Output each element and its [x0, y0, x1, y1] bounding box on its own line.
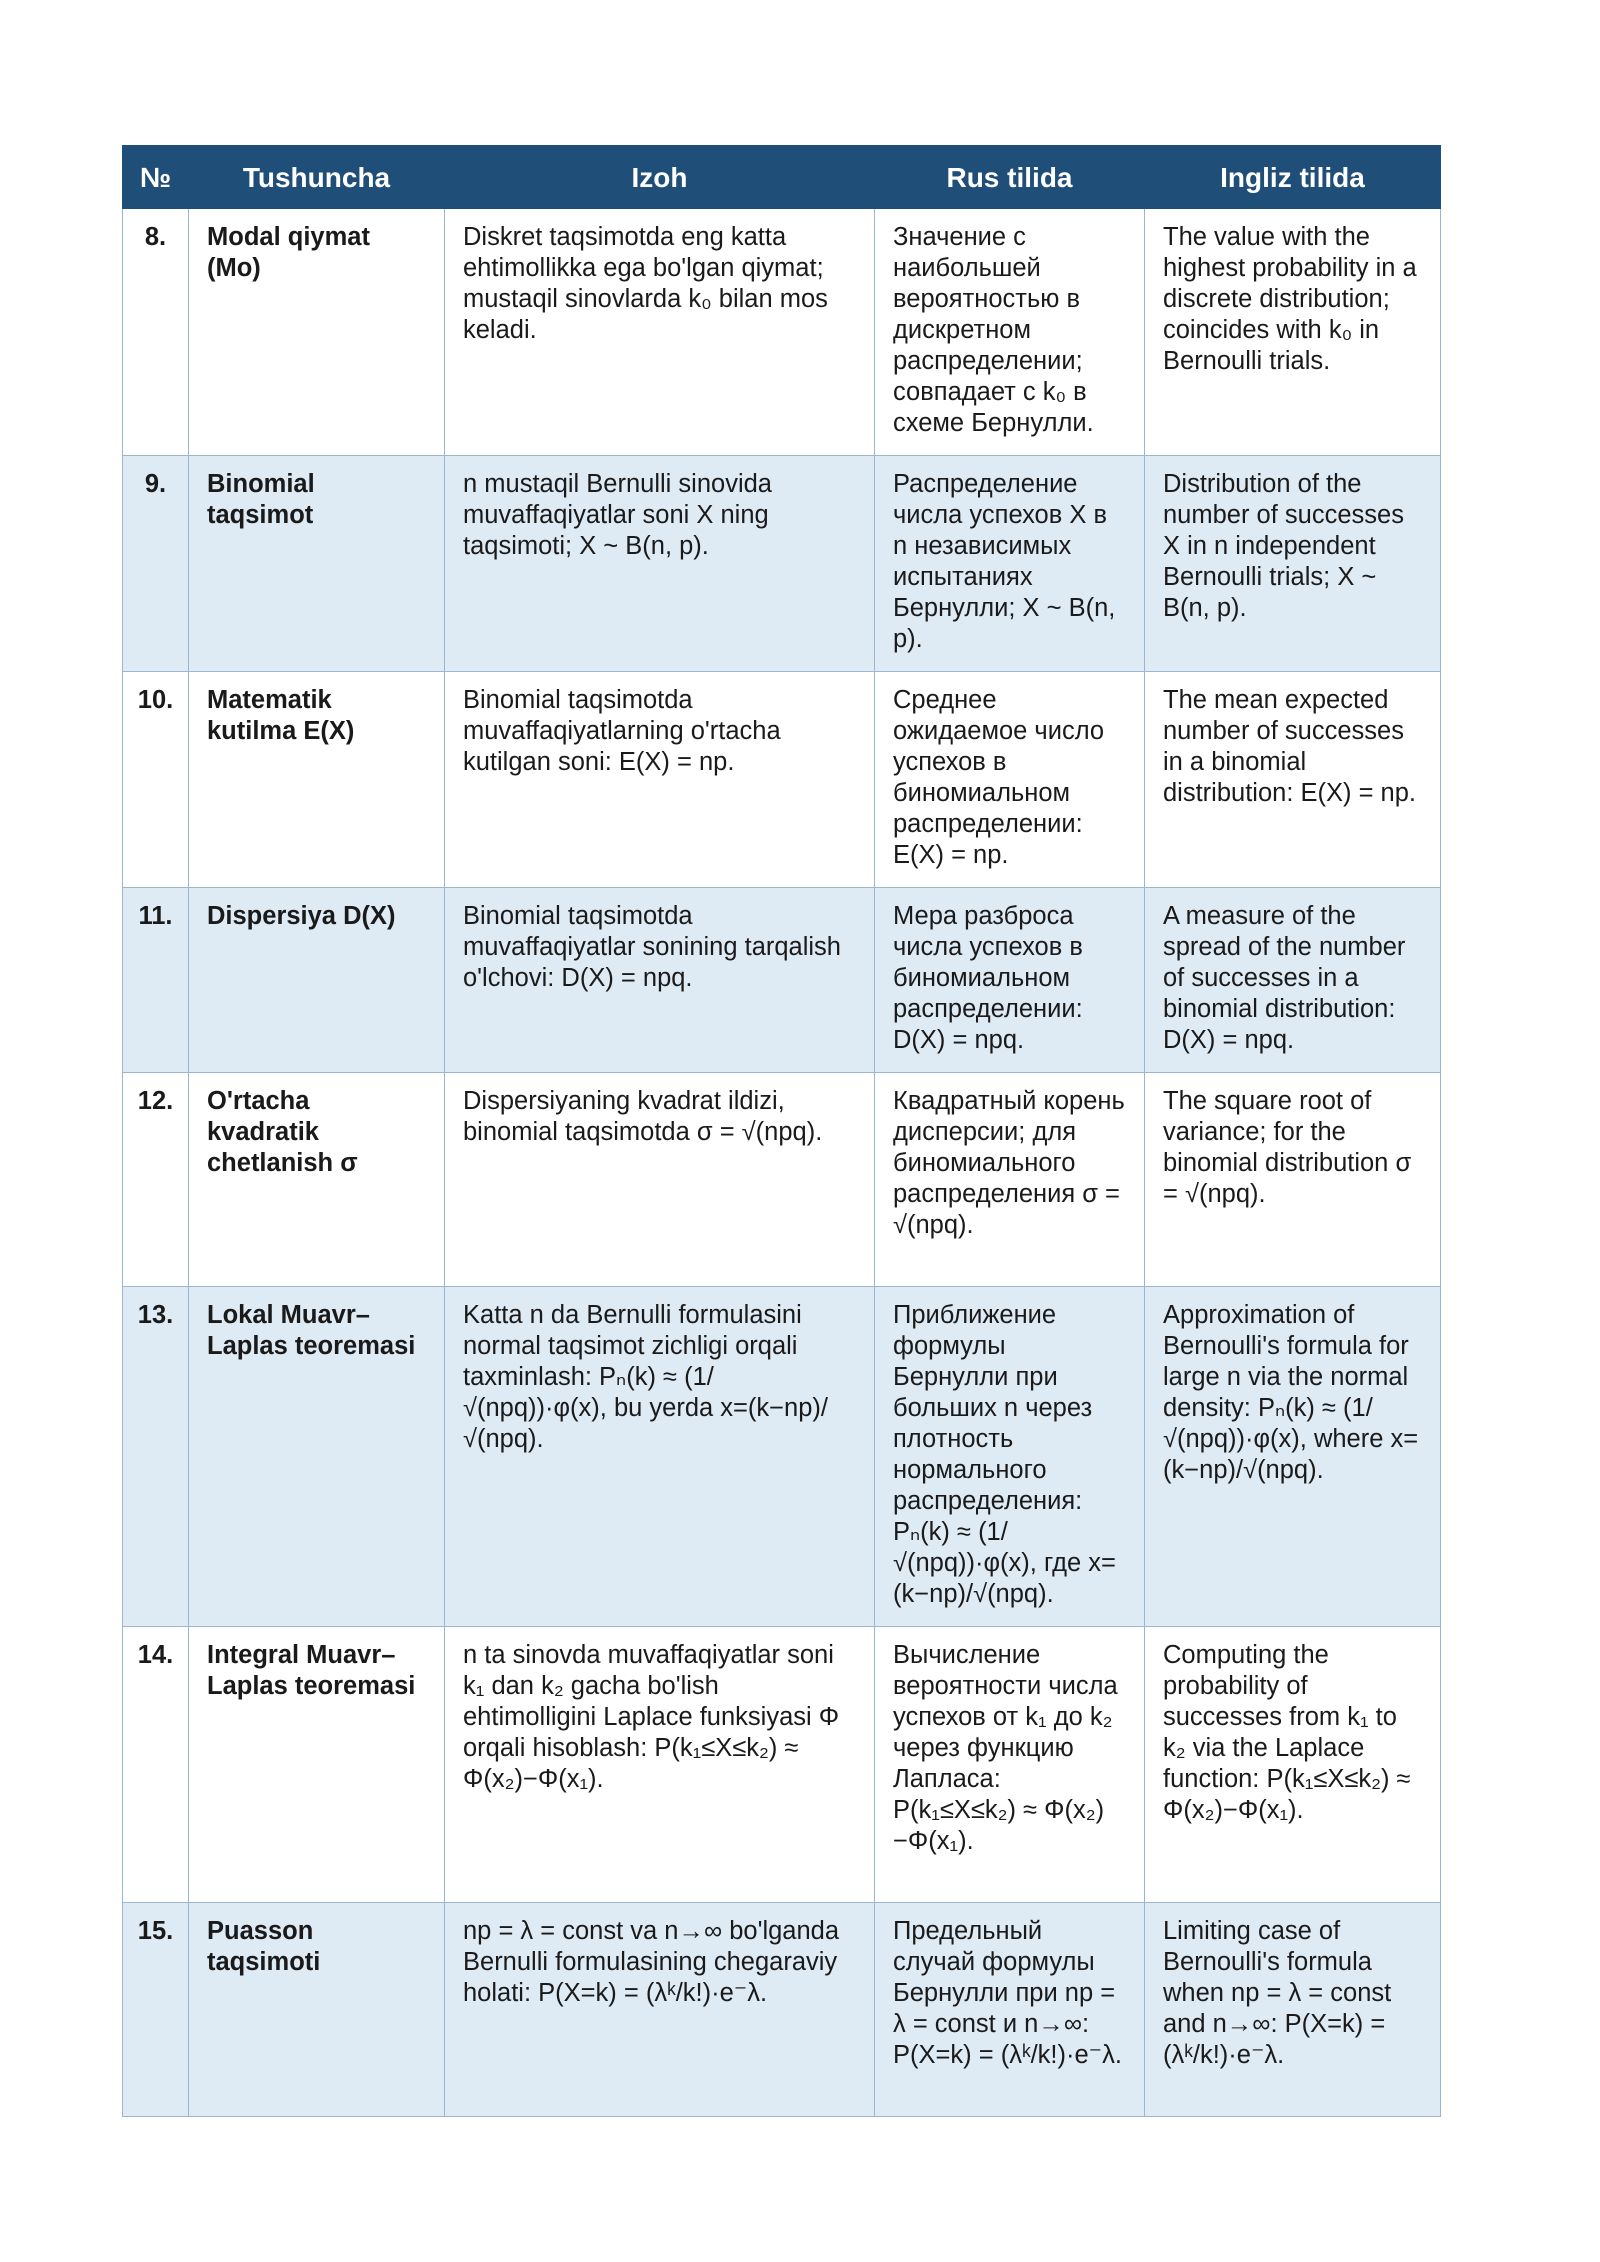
- row-english: A measure of the spread of the number of successes in a binomial distribution: D(X) = npq.: [1145, 888, 1441, 1073]
- row-explanation: n ta sinovda muvaffaqiyatlar soni k₁ dan k₂ gacha bo'lish ehtimolligini Laplace funksiyasi Φ orqali hisoblash: P(k₁≤X≤k₂) ≈ Φ(x₂)−Φ(x₁).: [445, 1627, 875, 1903]
- row-explanation: np = λ = const va n→∞ bo'lganda Bernulli formulasining chegaraviy holati: P(X=k) = (λᵏ/k!)·e⁻λ.: [445, 1903, 875, 2117]
- table-row: [123, 1287, 1441, 1627]
- row-number: 14.: [123, 1627, 189, 1903]
- table-row: [123, 672, 1441, 888]
- row-explanation: Dispersiyaning kvadrat ildizi, binomial taqsimotda σ = √(npq).: [445, 1073, 875, 1287]
- row-russian: Предельный случай формулы Бернулли при np = λ = const и n→∞: P(X=k) = (λᵏ/k!)·e⁻λ.: [875, 1903, 1145, 2117]
- row-english: Approximation of Bernoulli's formula for large n via the normal density: Pₙ(k) ≈ (1/√(npq))·φ(x), where x=(k−np)/√(npq).: [1145, 1287, 1441, 1627]
- row-term: Dispersiya D(X): [189, 888, 445, 1073]
- row-explanation: Binomial taqsimotda muvaffaqiyatlar sonining tarqalish o'lchovi: D(X) = npq.: [445, 888, 875, 1073]
- row-english: Computing the probability of successes from k₁ to k₂ via the Laplace function: P(k₁≤X≤k₂) ≈ Φ(x₂)−Φ(x₁).: [1145, 1627, 1441, 1903]
- row-russian: Приближение формулы Бернулли при больших n через плотность нормального распределения: Pₙ(k) ≈ (1/√(npq))·φ(x), где x=(k−np)/√(npq).: [875, 1287, 1145, 1627]
- row-english: Limiting case of Bernoulli's formula when np = λ = const and n→∞: P(X=k) = (λᵏ/k!)·e⁻λ.: [1145, 1903, 1441, 2117]
- row-russian: Распределение числа успехов X в n независимых испытаниях Бернулли; X ~ B(n, p).: [875, 456, 1145, 672]
- header-number: №: [123, 146, 189, 209]
- row-number: 11.: [123, 888, 189, 1073]
- row-term: O'rtacha kvadratik chetlanish σ: [189, 1073, 445, 1287]
- header-explanation: Izoh: [445, 146, 875, 209]
- document-page: [122, 145, 1440, 2117]
- row-explanation: Diskret taqsimotda eng katta ehtimollikka ega bo'lgan qiymat; mustaqil sinovlarda k₀ bilan mos keladi.: [445, 209, 875, 456]
- row-explanation: n mustaqil Bernulli sinovida muvaffaqiyatlar soni X ning taqsimoti; X ~ B(n, p).: [445, 456, 875, 672]
- table-row: [123, 456, 1441, 672]
- row-english: The mean expected number of successes in a binomial distribution: E(X) = np.: [1145, 672, 1441, 888]
- row-term: Modal qiymat (Mo): [189, 209, 445, 456]
- row-russian: Значение с наибольшей вероятностью в дискретном распределении; совпадает с k₀ в схеме Бернулли.: [875, 209, 1145, 456]
- table-row: [123, 1627, 1441, 1903]
- row-term: Puasson taqsimoti: [189, 1903, 445, 2117]
- row-russian: Среднее ожидаемое число успехов в биномиальном распределении: E(X) = np.: [875, 672, 1145, 888]
- row-russian: Мера разброса числа успехов в биномиальном распределении: D(X) = npq.: [875, 888, 1145, 1073]
- row-number: 13.: [123, 1287, 189, 1627]
- row-number: 10.: [123, 672, 189, 888]
- table-row: [123, 1073, 1441, 1287]
- row-number: 15.: [123, 1903, 189, 2117]
- header-term: Tushuncha: [189, 146, 445, 209]
- row-number: 12.: [123, 1073, 189, 1287]
- row-term: Lokal Muavr–Laplas teoremasi: [189, 1287, 445, 1627]
- header-russian: Rus tilida: [875, 146, 1145, 209]
- table-row: [123, 888, 1441, 1073]
- row-russian: Квадратный корень дисперсии; для биномиального распределения σ = √(npq).: [875, 1073, 1145, 1287]
- table-row: [123, 1903, 1441, 2117]
- row-explanation: Binomial taqsimotda muvaffaqiyatlarning o'rtacha kutilgan soni: E(X) = np.: [445, 672, 875, 888]
- glossary-table: [122, 145, 1441, 2117]
- row-russian: Вычисление вероятности числа успехов от k₁ до k₂ через функцию Лапласа: P(k₁≤X≤k₂) ≈ Φ(x₂)−Φ(x₁).: [875, 1627, 1145, 1903]
- row-term: Matematik kutilma E(X): [189, 672, 445, 888]
- row-english: The square root of variance; for the binomial distribution σ = √(npq).: [1145, 1073, 1441, 1287]
- row-english: The value with the highest probability in a discrete distribution; coincides with k₀ in Bernoulli trials.: [1145, 209, 1441, 456]
- header-english: Ingliz tilida: [1145, 146, 1441, 209]
- table-row: [123, 209, 1441, 456]
- table-header-row: [123, 146, 1441, 209]
- row-explanation: Katta n da Bernulli formulasini normal taqsimot zichligi orqali taxminlash: Pₙ(k) ≈ (1/√(npq))·φ(x), bu yerda x=(k−np)/√(npq).: [445, 1287, 875, 1627]
- row-number: 9.: [123, 456, 189, 672]
- row-number: 8.: [123, 209, 189, 456]
- row-term: Binomial taqsimot: [189, 456, 445, 672]
- row-english: Distribution of the number of successes X in n independent Bernoulli trials; X ~ B(n, p).: [1145, 456, 1441, 672]
- row-term: Integral Muavr–Laplas teoremasi: [189, 1627, 445, 1903]
